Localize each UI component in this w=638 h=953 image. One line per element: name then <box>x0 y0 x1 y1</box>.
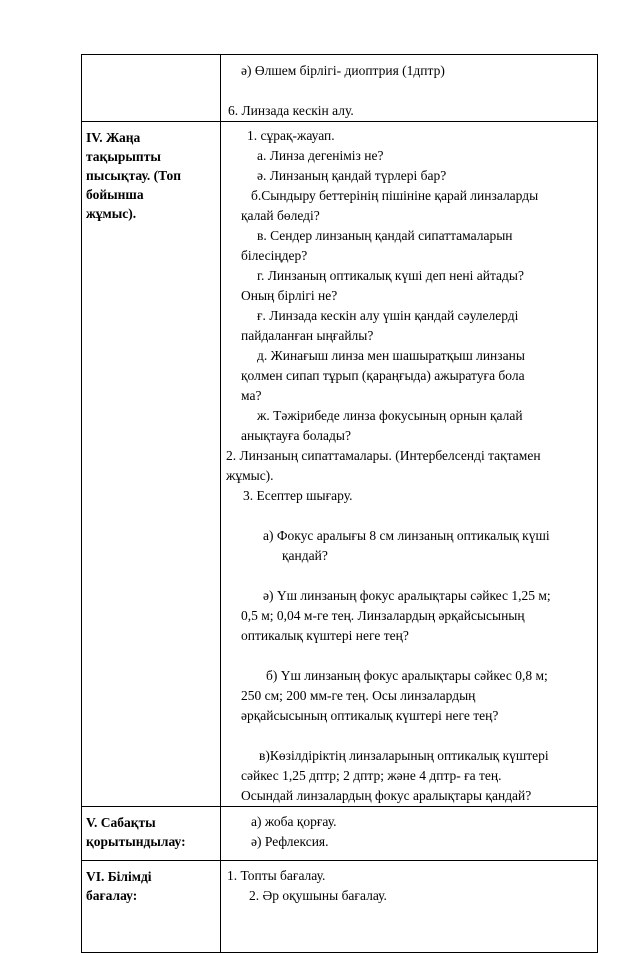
stage-label: қорытындылау: <box>86 834 186 849</box>
content-line <box>221 81 597 101</box>
table-row <box>82 861 598 953</box>
stage-label-cell <box>82 807 221 861</box>
content-line: в. Сендер линзаның қандай сипаттамаларын <box>257 228 513 243</box>
content-line: д. Жинағыш линза мен шашыратқыш линзаны <box>257 348 525 363</box>
content-line: б) Үш линзаның фокус аралықтары сәйкес 0,8 м; <box>266 668 548 683</box>
content-line: 250 см; 200 мм-ге тең. Осы линзалардың <box>241 688 476 703</box>
stage-label: пысықтау. (Топ <box>86 168 182 183</box>
stage-label: жұмыс). <box>86 206 137 221</box>
table-row <box>82 807 598 861</box>
content-line: б.Сындыру беттерінің пішініне қарай линзаларды <box>251 188 539 203</box>
content-line: ә) Рефлексия. <box>251 834 329 849</box>
content-line: ма? <box>241 388 262 403</box>
content-line <box>221 566 597 586</box>
content-line: а) Фокус аралығы 8 см линзаның оптикалық күші <box>263 528 550 543</box>
content-line: ж. Тәжірибеде линза фокусының орнын қалай <box>257 408 523 423</box>
content-line <box>221 726 597 746</box>
content-cell <box>221 55 598 122</box>
content-line: ə) Өлшем бірлігі- диоптрия (1дптр) <box>241 63 445 78</box>
lesson-plan-table <box>81 54 598 953</box>
content-line: сәйкес 1,25 дптр; 2 дптр; және 4 дптр- ға тең. <box>241 768 502 783</box>
content-line: 0,5 м; 0,04 м-ге тең. Линзалардың әрқайсысының <box>241 608 525 623</box>
stage-label: IV. Жаңа <box>86 130 141 145</box>
stage-label-cell <box>82 55 221 122</box>
content-line: г. Линзаның оптикалық күші деп нені айтады? <box>257 268 524 283</box>
content-line: қалай бөледі? <box>241 208 320 223</box>
content-line: ғ. Линзада кескін алу үшін қандай сәулелерді <box>257 308 519 323</box>
content-line: 1. сұрақ-жауап. <box>247 128 335 143</box>
table-row <box>82 55 598 122</box>
content-line <box>221 506 597 526</box>
stage-label: бағалау: <box>86 888 138 903</box>
content-line: пайдаланған ыңғайлы? <box>241 328 374 343</box>
content-line: қолмен сипап тұрып (қараңғыда) ажыратуға бола <box>241 368 525 383</box>
content-line: анықтауға болады? <box>241 428 351 443</box>
stage-label: бойынша <box>86 187 144 202</box>
stage-label-cell <box>82 861 221 953</box>
content-line: оптикалық күштері неге тең? <box>241 628 409 643</box>
content-line: а. Линза дегеніміз не? <box>257 148 384 163</box>
content-line: 3. Есептер шығару. <box>243 488 353 503</box>
content-line: әрқайсысының оптикалық күштері неге тең? <box>241 708 499 723</box>
content-line: жұмыс). <box>226 468 274 483</box>
content-line: Оның бірлігі не? <box>241 288 338 303</box>
content-line <box>221 646 597 666</box>
content-cell <box>221 122 598 807</box>
content-cell <box>221 861 598 953</box>
stage-label: тақырыпты <box>86 149 161 164</box>
content-line: 6. Линзада кескін алу. <box>228 103 354 118</box>
content-cell <box>221 807 598 861</box>
table-row <box>82 122 598 807</box>
content-line: білесіңдер? <box>241 248 308 263</box>
content-line: 2. Әр оқушыны бағалау. <box>249 888 387 903</box>
stage-label-cell <box>82 122 221 807</box>
stage-label: VI. Білімді <box>86 869 152 884</box>
content-line: ә. Линзаның қандай түрлері бар? <box>257 168 447 183</box>
content-line: Осындай линзалардың фокус аралықтары қандай? <box>241 788 532 803</box>
content-line: қандай? <box>282 548 328 563</box>
content-line: 1. Топты бағалау. <box>227 868 326 883</box>
content-line: ә) Үш линзаның фокус аралықтары сәйкес 1,25 м; <box>263 588 551 603</box>
content-line: 2. Линзаның сипаттамалары. (Интербелсенді тақтамен <box>226 448 541 463</box>
content-line: а) жоба қорғау. <box>251 814 337 829</box>
content-line: в)Көзілдіріктің линзаларының оптикалық күштері <box>259 748 549 763</box>
stage-label: V. Сабақты <box>86 815 156 830</box>
